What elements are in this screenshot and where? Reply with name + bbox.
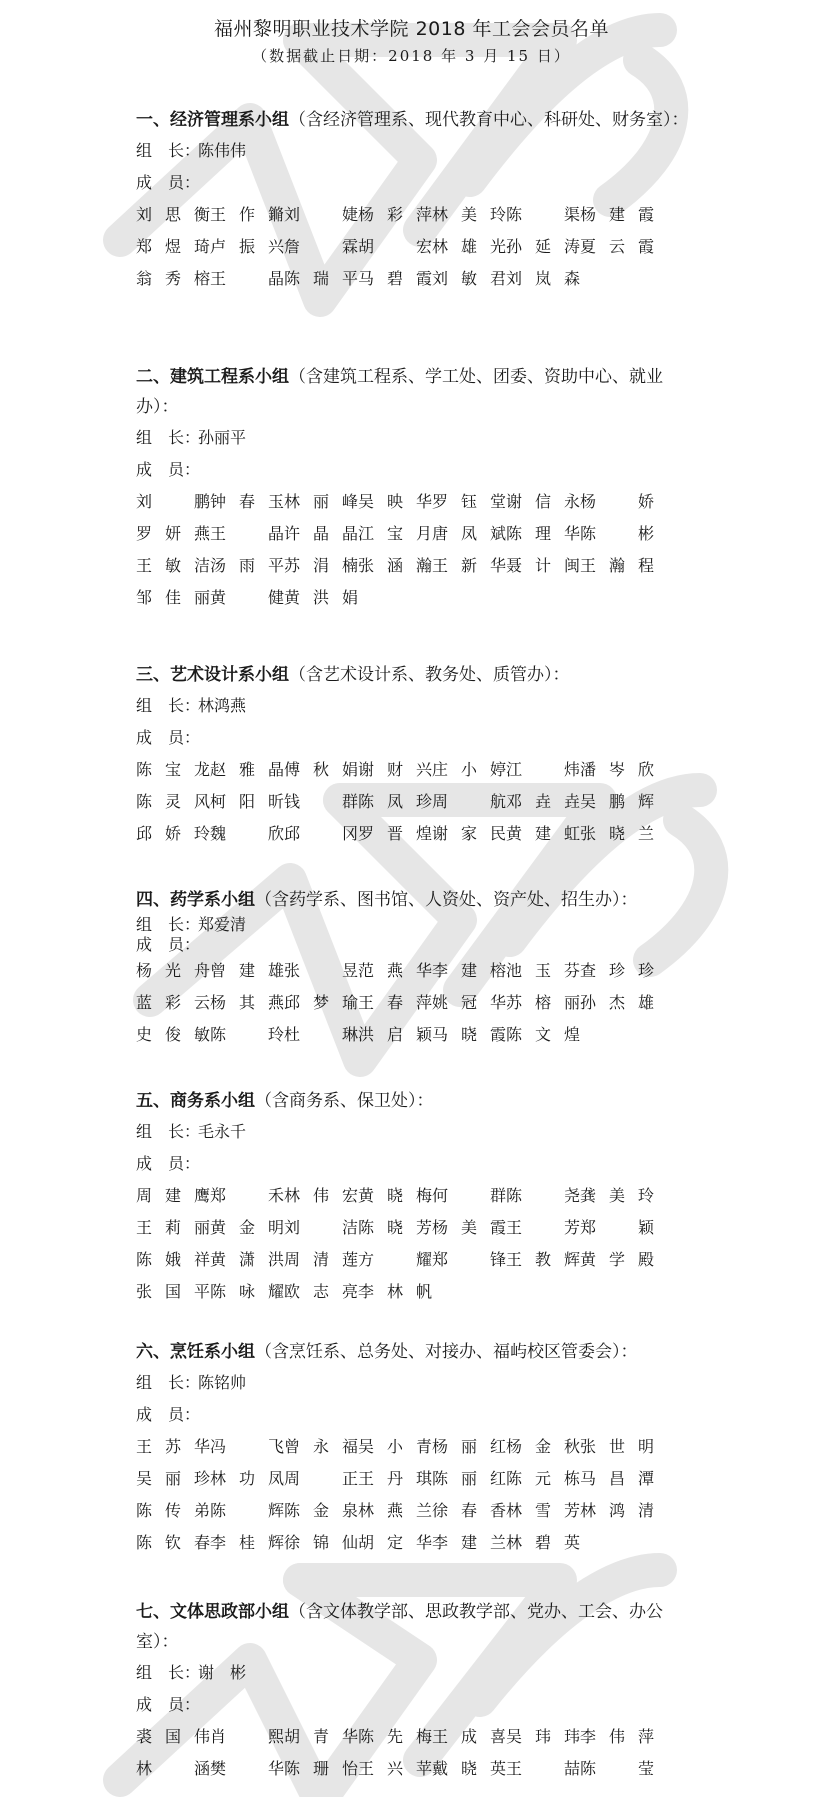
member-name: 裘国伟 [136,1727,210,1746]
member-name: 刘 洁 [284,1218,358,1237]
member-name: 林碧英 [506,1533,580,1552]
member-name: 林燕兰 [358,1501,432,1520]
member-name: 马昌潭 [580,1469,654,1488]
member-name: 苏涓楠 [284,556,358,575]
member-name: 范燕华 [358,961,432,980]
leader-name: 陈铭帅 [198,1373,247,1392]
member-name: 李桂辉 [210,1533,284,1552]
member-name: 杨美霞 [432,1218,506,1237]
leader-name: 郑爱清 [198,915,247,934]
member-name: 陈咏耀 [210,1282,284,1301]
member-name: 杨丽红 [432,1437,506,1456]
member-name: 黄潇洪 [210,1250,284,1269]
member-name: 欧志亮 [284,1282,358,1301]
member-name: 陈晓芳 [358,1218,432,1237]
members-row [136,1431,696,1463]
leader-label: 组 长： [136,1373,201,1392]
member-name: 马晓霞 [432,1025,506,1044]
member-name: 郑 锋 [432,1250,506,1269]
section-construction-engineering [136,362,696,614]
member-name: 张晓兰 [580,824,654,843]
member-name: 张 昱 [284,961,358,980]
section-heading: 七、文体思政部小组（含文体教学部、思政教学部、党办、工会、办公室）： [136,1602,663,1652]
section-heading: 二、建筑工程系小组（含建筑工程系、学工处、团委、资助中心、就业办）： [136,367,663,417]
member-name: 唐凤斌 [432,524,506,543]
member-name: 史俊敏 [136,1025,210,1044]
member-name: 邱娇玲 [136,824,210,843]
leader-name: 毛永千 [198,1122,247,1141]
member-name: 孙延涛 [506,237,580,256]
member-name: 池玉芬 [506,961,580,980]
members-row [136,518,696,550]
members-label: 成 员： [136,173,201,192]
member-name: 刘敏君 [432,269,506,288]
member-name: 吴小青 [358,1437,432,1456]
member-name: 陈娥祥 [136,1250,210,1269]
member-name: 王作鏅 [210,205,284,224]
member-name: 林雪芳 [506,1501,580,1520]
member-name: 查珍珍 [580,961,654,980]
member-name: 王 喆 [506,1759,580,1778]
member-name: 陈传弟 [136,1501,210,1520]
member-name: 蓝彩云 [136,993,210,1012]
section-heading: 五、商务系小组（含商务系、保卫处）： [136,1091,434,1111]
leader-label: 组 长： [136,696,201,715]
member-name: 杨 娇 [580,492,654,511]
member-name: 周清莲 [284,1250,358,1269]
member-name: 杨彩萍 [358,205,432,224]
leader-label: 组 长： [136,428,201,447]
member-name: 邓垚垚 [506,792,580,811]
member-name: 胡青华 [284,1727,358,1746]
section-business [136,1086,696,1308]
section-culinary [136,1337,696,1559]
leader-label: 组 长： [136,1663,201,1682]
leader-name: 林鸿燕 [198,696,247,715]
member-name: 陈先梅 [358,1727,432,1746]
document-title: 福州黎明职业技术学院 2018 年工会会员名单 [214,18,609,40]
leader-line [136,915,696,935]
members-row [136,1527,696,1559]
member-name: 杨光舟 [136,961,210,980]
member-name: 罗妍燕 [136,524,210,543]
member-name: 李伟萍 [580,1727,654,1746]
member-name: 林美玲 [432,205,506,224]
members-row [136,1753,696,1785]
member-name: 陈丽红 [432,1469,506,1488]
member-name: 樊 华 [210,1759,284,1778]
member-name: 谢财兴 [358,760,432,779]
members-label: 成 员： [136,460,201,479]
member-name: 胡 宏 [358,237,432,256]
member-name: 戴晓英 [432,1759,506,1778]
member-name: 郑 颖 [580,1218,654,1237]
member-name: 王莉丽 [136,1218,210,1237]
member-name: 苏榕丽 [506,993,580,1012]
member-name: 李建榕 [432,961,506,980]
member-name: 郑 禾 [210,1186,284,1205]
leader-line [136,1657,696,1689]
member-name: 王 芳 [506,1218,580,1237]
member-name: 陈金泉 [284,1501,358,1520]
member-name: 罗钰堂 [432,492,506,511]
member-name: 聂计闽 [506,556,580,575]
members-label: 成 员： [136,1695,201,1714]
leader-name: 陈伟伟 [198,141,247,160]
member-name: 陈 辉 [210,1501,284,1520]
member-name: 王苏华 [136,1437,210,1456]
members-row [136,486,696,518]
member-name: 王瀚程 [580,556,654,575]
members-row [136,987,696,1019]
member-name: 吴映华 [358,492,432,511]
member-name: 黄建虹 [506,824,580,843]
member-name: 陈 渠 [506,205,580,224]
section-heading: 四、药学系小组（含药学系、图书馆、人资处、资产处、招生办）： [136,890,638,910]
member-name: 李建兰 [432,1533,506,1552]
member-name: 吴丽珍 [136,1469,210,1488]
member-name: 汤雨平 [210,556,284,575]
member-name: 陈珊怡 [284,1759,358,1778]
section-economics-management [136,105,696,295]
member-name: 陈文煌 [506,1025,580,1044]
leader-line [136,1367,696,1399]
member-name: 罗晋煌 [358,824,432,843]
members-row [136,1276,696,1308]
members-row [136,550,696,582]
member-name: 林伟宏 [284,1186,358,1205]
member-name: 傅秋娟 [284,760,358,779]
leader-name: 谢 彬 [198,1663,247,1682]
section-art-design [136,660,696,850]
member-name: 黄 健 [210,588,284,607]
member-name: 陈理华 [506,524,580,543]
members-row [136,1212,696,1244]
leader-line [136,135,696,167]
leader-line [136,690,696,722]
member-name: 刘岚森 [506,269,580,288]
member-name: 洪启颖 [358,1025,432,1044]
member-name: 胡定华 [358,1533,432,1552]
section-pharmacy [136,885,696,1051]
member-name: 黄晓梅 [358,1186,432,1205]
member-name: 陈凤珍 [358,792,432,811]
member-name: 王敏洁 [136,556,210,575]
members-row [136,1180,696,1212]
member-name: 吴鹏辉 [580,792,654,811]
member-name: 徐春香 [432,1501,506,1520]
member-name: 詹 霖 [284,237,358,256]
member-name: 邱 冈 [284,824,358,843]
members-row [136,1019,696,1051]
member-name: 陈 彬 [580,524,654,543]
members-row [136,199,696,231]
member-name: 孙杰雄 [580,993,654,1012]
member-name: 钟春玉 [210,492,284,511]
member-name: 陈灵风 [136,792,210,811]
member-name: 周 航 [432,792,506,811]
member-name: 潘岑欣 [580,760,654,779]
member-name: 陈钦春 [136,1533,210,1552]
members-row [136,818,696,850]
member-name: 柯阳昕 [210,792,284,811]
member-name: 黄金明 [210,1218,284,1237]
member-name: 谢信永 [506,492,580,511]
member-name: 刘 婕 [284,205,358,224]
member-name: 张涵瀚 [358,556,432,575]
members-row [136,754,696,786]
members-label: 成 员： [136,728,201,747]
section-heading: 一、经济管理系小组（含经济管理系、现代教育中心、科研处、财务室）： [136,110,689,130]
member-name: 刘思衡 [136,205,210,224]
member-name: 江宝月 [358,524,432,543]
member-name: 杨金秋 [506,1437,580,1456]
member-name: 黄学殿 [580,1250,654,1269]
member-name: 姚冠华 [432,993,506,1012]
section-heading: 三、艺术设计系小组（含艺术设计系、教务处、质管办）： [136,665,570,685]
member-name: 肖 熙 [210,1727,284,1746]
member-name: 周建鹰 [136,1186,210,1205]
member-name: 陈瑞平 [284,269,358,288]
member-name: 江 炜 [506,760,580,779]
member-name: 邱梦瑜 [284,993,358,1012]
member-name: 张国平 [136,1282,210,1301]
members-row [136,1244,696,1276]
member-name: 林雄光 [432,237,506,256]
member-name: 陈 莹 [580,1759,654,1778]
member-name: 林功凤 [210,1469,284,1488]
member-name: 马碧霞 [358,269,432,288]
member-name: 王 晶 [210,524,284,543]
members-row [136,1721,696,1753]
member-name: 许晶晶 [284,524,358,543]
member-name: 周 正 [284,1469,358,1488]
members-label: 成 员： [136,935,201,954]
member-name: 魏 欣 [210,824,284,843]
members-row [136,955,696,987]
member-name: 王兴苹 [358,1759,432,1778]
member-name: 林 涵 [136,1759,210,1778]
member-name: 钱 群 [284,792,358,811]
members-row [136,582,696,614]
member-name: 王春萍 [358,993,432,1012]
member-name: 徐锦仙 [284,1533,358,1552]
member-name: 杜 琳 [284,1025,358,1044]
member-name: 卢振兴 [210,237,284,256]
member-name: 龚美玲 [580,1186,654,1205]
member-name: 谢家民 [432,824,506,843]
members-row [136,231,696,263]
leader-label: 组 长： [136,915,201,934]
member-name: 吴玮玮 [506,1727,580,1746]
member-name: 李林帆 [358,1282,432,1301]
leader-label: 组 长： [136,141,201,160]
member-name: 王 晶 [210,269,284,288]
member-name: 陈 尧 [506,1186,580,1205]
section-sports-political [136,1597,696,1785]
members-row [136,263,696,295]
members-row [136,1495,696,1527]
leader-line [136,422,696,454]
member-name: 夏云霞 [580,237,654,256]
member-name: 方 耀 [358,1250,432,1269]
member-name: 刘 鹏 [136,492,210,511]
member-name: 王成喜 [432,1727,506,1746]
member-name: 陈宝龙 [136,760,210,779]
member-name: 杨建霞 [580,205,654,224]
members-label: 成 员： [136,1154,201,1173]
member-name: 张世明 [580,1437,654,1456]
document-subtitle: （数据截止日期：2018 年 3 月 15 日） [252,47,571,65]
members-label: 成 员： [136,1405,201,1424]
leader-label: 组 长： [136,1122,201,1141]
member-name: 何 群 [432,1186,506,1205]
section-heading: 六、烹饪系小组（含烹饪系、总务处、对接办、福屿校区管委会）： [136,1342,638,1362]
member-name: 翁秀榕 [136,269,210,288]
member-name: 曾永福 [284,1437,358,1456]
member-name: 郑煜琦 [136,237,210,256]
leader-name: 孙丽平 [198,428,247,447]
member-name: 邹佳丽 [136,588,210,607]
member-name: 杨其燕 [210,993,284,1012]
member-name: 曾建雄 [210,961,284,980]
member-name: 林丽峰 [284,492,358,511]
member-name: 王教辉 [506,1250,580,1269]
member-name: 庄小婷 [432,760,506,779]
member-name: 陈元栋 [506,1469,580,1488]
member-name: 林鸿清 [580,1501,654,1520]
member-name: 赵雅晶 [210,760,284,779]
member-name: 陈 玲 [210,1025,284,1044]
member-name: 冯 飞 [210,1437,284,1456]
member-name: 王新华 [432,556,506,575]
leader-line [136,1116,696,1148]
members-row [136,1463,696,1495]
members-row [136,786,696,818]
member-name: 王丹琪 [358,1469,432,1488]
member-name: 黄洪娟 [284,588,358,607]
